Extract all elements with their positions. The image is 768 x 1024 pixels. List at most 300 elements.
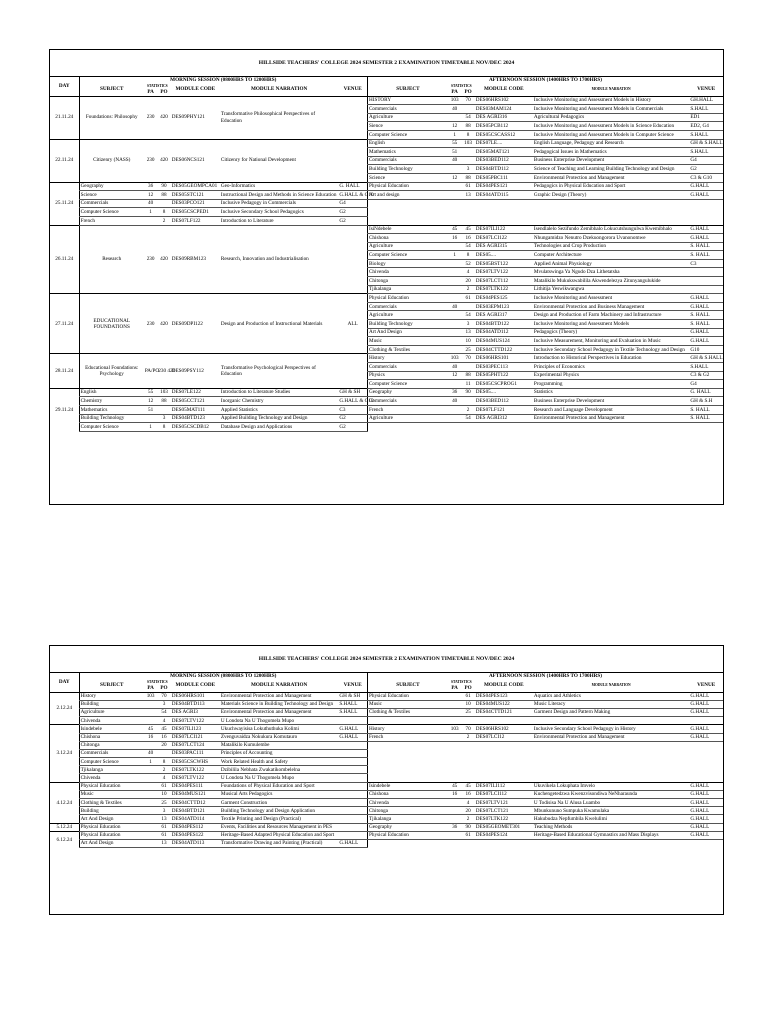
morning-pa [144, 414, 157, 423]
afternoon-module-code: DES AGRI317 [475, 311, 533, 320]
afternoon-module-narration: Environmental Protection and Business Management [533, 302, 689, 311]
afternoon-module-narration: Design and Production of Farm Machinery and Infrastructure [533, 311, 689, 320]
afternoon-venue: GH & S.HALL [690, 140, 723, 147]
morning-module-narration: Environmental Protection and Management [220, 708, 338, 716]
morning-pa: 1 [144, 208, 157, 217]
afternoon-module-narration: Business Enterprise Development [533, 156, 689, 165]
morning-module-narration: Introduction to Literature Studies [220, 388, 338, 397]
morning-module-narration: Matalikilo Kumulembe [220, 741, 338, 749]
morning-subject: Citizenry (NASS) [79, 139, 144, 182]
morning-subject: History [79, 692, 144, 700]
afternoon-subject: Agriculture [367, 414, 447, 423]
afternoon-subject: Geography [367, 388, 447, 397]
afternoon-module-code: DES07LTK122 [475, 815, 533, 823]
afternoon-venue: G.HALL [689, 823, 723, 831]
afternoon-venue: S.HALL [689, 105, 723, 114]
afternoon-po: 88 [461, 371, 474, 380]
morning-module-narration: U Londota Na U Thogomela Mupo [220, 774, 338, 782]
morning-subject: Physical Education [79, 782, 144, 790]
morning-subject: Agriculture [79, 708, 144, 716]
morning-pa: 230 [144, 225, 157, 294]
afternoon-po: 88 [461, 173, 474, 182]
morning-venue [338, 799, 367, 807]
morning-subject: Tjikalanga [79, 766, 144, 774]
table-row [50, 182, 723, 191]
afternoon-module-code: DES07LTK122 [475, 285, 533, 294]
morning-subject: Chivenda [79, 717, 144, 725]
morning-subject: Art And Design [79, 839, 144, 847]
morning-subject: Chivenda [79, 774, 144, 782]
afternoon-venue: S.HALL [689, 363, 723, 372]
afternoon-module-narration: Technologies and Crop Production [533, 242, 689, 251]
afternoon-pa: 40 [448, 302, 461, 311]
afternoon-module-narration: Agricultural Pedagogics [533, 113, 689, 122]
module-code-header: MODULE CODE [484, 682, 524, 689]
table-row [50, 216, 723, 225]
morning-po: 61 [157, 823, 170, 831]
afternoon-module-narration: Inclusive Secondary School Pedagogy in History [533, 725, 689, 733]
afternoon-venue: G2 [689, 165, 723, 174]
timetable-table [50, 77, 723, 432]
timetable-sheet-2 [49, 645, 724, 915]
afternoon-po: 103 [461, 139, 474, 148]
afternoon-pa: 40 [448, 397, 461, 406]
morning-session-header: MORNING SESSION (0800HRS TO 1200HRS) [79, 673, 367, 679]
morning-po: 2 [157, 766, 170, 774]
morning-subject: Geography [79, 182, 144, 191]
afternoon-venue: G.HALL [689, 302, 723, 311]
afternoon-venue: S. HALL [689, 320, 723, 329]
afternoon-pa: 16 [448, 234, 461, 243]
afternoon-po [461, 148, 474, 157]
morning-po: 88 [157, 191, 170, 200]
afternoon-pa [448, 320, 461, 329]
morning-venue [338, 225, 367, 294]
afternoon-subject: Tjikalanga [367, 285, 447, 294]
morning-venue: G. HALL [338, 182, 367, 191]
afternoon-pa [448, 165, 461, 174]
timetable-body [50, 692, 723, 848]
afternoon-venue: S. HALL [689, 414, 723, 423]
day-cell: 4.12.24 [50, 782, 79, 823]
empty-cell [367, 766, 723, 774]
afternoon-module-code: DES07ILI122 [475, 225, 533, 234]
afternoon-module-narration: Pedagogics (Theory) [533, 328, 689, 337]
afternoon-venue: G.HALL [689, 337, 723, 346]
afternoon-po: 52 [461, 259, 474, 268]
morning-po: 61 [157, 831, 170, 839]
morning-venue: G2 [338, 208, 367, 217]
day-cell: 3.12.24 [50, 725, 79, 782]
morning-module-narration: Transformative Psychological Perspectives of Education [220, 354, 338, 388]
afternoon-pa: 36 [448, 823, 461, 831]
subject-header: SUBJECT [367, 679, 447, 692]
module-code-header: MODULE CODE [175, 86, 216, 93]
morning-po: 10 [157, 790, 170, 798]
afternoon-po: 61 [461, 182, 474, 191]
table-row [50, 405, 723, 414]
morning-pa [144, 741, 157, 749]
afternoon-venue: S. HALL [689, 311, 723, 320]
afternoon-module-narration: Matalikilo Mukukswabilila Akwendelezya Zitunyangulukide [533, 277, 689, 286]
afternoon-module-code: DES05MAT121 [475, 148, 533, 157]
morning-module-code: DES04BTD113 [171, 700, 220, 708]
morning-module-code: DES04CTTD12 [171, 799, 220, 807]
afternoon-subject: Physical Education [367, 831, 447, 839]
morning-subject: Physical Education [79, 823, 144, 831]
afternoon-pa: 103 [448, 725, 461, 733]
afternoon-module-code: DES05PCB112 [475, 122, 533, 131]
afternoon-subject: Commercials [367, 302, 447, 311]
afternoon-module-code: DES04CTTD122 [475, 345, 533, 354]
afternoon-module-narration: Programming [533, 380, 689, 389]
morning-module-narration: Inorganic Chemistry [220, 397, 338, 406]
table-row [50, 782, 723, 790]
empty-cell [367, 216, 723, 225]
afternoon-module-code: DES04MUS124 [475, 337, 533, 346]
morning-subject: Foundations: Philosophy [79, 96, 144, 139]
afternoon-module-code: DES03MAM124 [475, 105, 533, 114]
afternoon-subject: Art And Design [367, 328, 447, 337]
morning-pa [144, 700, 157, 708]
morning-venue [338, 790, 367, 798]
afternoon-subject: Building Technology [367, 165, 447, 174]
afternoon-module-narration: Introduction to Historical Perspectives in Education [533, 354, 689, 363]
po-header: PO [157, 685, 170, 692]
table-row [50, 423, 723, 432]
morning-pa: 45 [144, 725, 157, 733]
afternoon-venue: C3 & G10 [689, 173, 723, 182]
morning-pa [144, 216, 157, 225]
morning-venue [338, 766, 367, 774]
afternoon-module-code: DES AGRI312 [475, 414, 533, 423]
afternoon-pa: 55 [448, 139, 461, 148]
morning-module-narration: Introduction to Literature [220, 216, 338, 225]
afternoon-module-code: DES05BST122 [475, 259, 533, 268]
afternoon-module-narration: Inclusive Monitoring and Assessment Models in Commercials [533, 105, 689, 114]
afternoon-module-narration: English Language, Pedagogy and Research [533, 139, 689, 148]
afternoon-module-narration: Nhungamidzo Nenutro Dzekuongorora Uvanonomwe [533, 234, 689, 243]
day-cell: 29.11.24 [50, 388, 79, 431]
morning-module-narration: Heritage-Based Adapted Physical Education and Sport [220, 831, 338, 839]
afternoon-venue: G10 [689, 345, 723, 354]
afternoon-po: 90 [461, 823, 474, 831]
afternoon-module-code: DES03EPM123 [475, 302, 533, 311]
morning-module-code: DES04ATD113 [171, 839, 220, 847]
timetable-table [50, 673, 723, 848]
morning-venue [338, 717, 367, 725]
morning-module-narration: Applied Building Technology and Design [220, 414, 338, 423]
afternoon-pa [448, 799, 461, 807]
afternoon-subject: Chitonga [367, 277, 447, 286]
morning-venue: G2 [338, 423, 367, 432]
table-row [50, 96, 723, 105]
afternoon-pa: 36 [448, 388, 461, 397]
morning-venue: G.HALL & G10 [339, 398, 374, 405]
afternoon-subject: Music [367, 337, 447, 346]
morning-module-code: DES04PES122 [171, 831, 220, 839]
morning-po: 13 [157, 839, 170, 847]
table-row [50, 807, 723, 815]
afternoon-module-narration: Principles of Economics [533, 363, 689, 372]
afternoon-pa: 12 [448, 371, 461, 380]
morning-pa: 12 [144, 397, 157, 406]
morning-venue [338, 774, 367, 782]
afternoon-po: 13 [461, 328, 474, 337]
table-row [50, 208, 723, 217]
afternoon-module-code: DES07LCI122 [475, 234, 533, 243]
afternoon-pa [448, 733, 461, 741]
afternoon-subject: Geography [367, 823, 447, 831]
table-row [50, 733, 723, 741]
afternoon-module-narration: Inclusive Monitoring and Assessment Models in History [533, 96, 689, 105]
morning-venue [338, 749, 367, 757]
morning-module-narration: Database Design and Applications [220, 423, 338, 432]
morning-module-narration: Zvenguvaidza Nokukura Komutauro [220, 733, 338, 741]
morning-pa [144, 708, 157, 716]
afternoon-subject: Computer Science [367, 380, 447, 389]
morning-po: 2 [157, 216, 170, 225]
afternoon-module-narration: Heritage-Based Educational Gymnastics and Mass Displays [533, 831, 689, 839]
afternoon-subject: Agriculture [367, 242, 447, 251]
table-row [50, 839, 723, 847]
afternoon-po: 11 [461, 380, 474, 389]
afternoon-venue: G.HALL [689, 182, 723, 191]
afternoon-module-code: DES AGRI315 [475, 242, 533, 251]
day-header: DAY [58, 679, 70, 686]
morning-module-code: DES07ILI123 [171, 725, 220, 733]
table-row [50, 774, 723, 782]
table-row [50, 766, 723, 774]
morning-venue [338, 354, 367, 388]
morning-module-code: DES05GEOMPCA01 [171, 182, 220, 191]
morning-venue [338, 741, 367, 749]
morning-module-code: DES04ATD114 [171, 815, 220, 823]
afternoon-pa: 103 [448, 354, 461, 363]
morning-po: 61 [157, 782, 170, 790]
afternoon-module-narration: Music Literacy [533, 700, 689, 708]
morning-venue: G.HALL [338, 725, 367, 733]
morning-pa: 40 [144, 749, 157, 757]
afternoon-po: 54 [461, 414, 474, 423]
morning-po: 16 [157, 733, 170, 741]
subject-header: SUBJECT [79, 679, 144, 692]
timetable-sheet-1 [49, 49, 724, 505]
morning-module-code: DES05CSCWHS [171, 758, 220, 766]
afternoon-subject: HISTORY [367, 96, 447, 105]
morning-po: 4 [157, 774, 170, 782]
morning-po: 4 [157, 717, 170, 725]
afternoon-subject: Commercials [367, 156, 447, 165]
morning-subject: Computer Science [79, 423, 144, 432]
afternoon-module-code: DES04PES124 [475, 831, 533, 839]
afternoon-module-code: DES05.... [475, 388, 533, 397]
afternoon-pa: 40 [448, 105, 461, 114]
afternoon-module-narration: Graphic Design (Theory) [533, 191, 689, 200]
morning-module-code: DES07LCT124 [171, 741, 220, 749]
morning-module-narration: Events, Facilities and Resources Management in PES [220, 823, 338, 831]
afternoon-module-code: DES06HRS102 [475, 725, 533, 733]
morning-po: 90 [157, 182, 170, 191]
morning-module-code: DES06HRS101 [171, 692, 220, 700]
afternoon-module-code: DES07LCT112 [475, 277, 533, 286]
afternoon-module-narration: Computer Architecture [533, 251, 689, 260]
morning-module-narration: Applied Statistics [220, 405, 338, 414]
table-row [50, 749, 723, 757]
afternoon-po: 20 [461, 807, 474, 815]
afternoon-venue: G.HALL [689, 782, 723, 790]
afternoon-po: 8 [461, 130, 474, 139]
morning-venue: ALL [338, 294, 367, 354]
day-cell: 25.11.24 [50, 182, 79, 225]
morning-module-narration: Garment Construction [220, 799, 338, 807]
afternoon-venue: G.HALL [689, 692, 723, 700]
afternoon-pa: 40 [448, 363, 461, 372]
morning-venue: GH & SH [338, 388, 367, 397]
morning-module-code: DES07LE122 [171, 388, 220, 397]
afternoon-po: 2 [461, 285, 474, 294]
morning-po: 420 [157, 225, 170, 294]
morning-module-code: DES04MUS121 [171, 790, 220, 798]
morning-module-narration: Design and Production of Instructional Materials [220, 294, 338, 354]
afternoon-module-narration: Science of Teaching and Learning Building Technology and Design [533, 165, 689, 174]
afternoon-module-code: DES07LE.... [475, 139, 533, 148]
afternoon-venue: ED1 [689, 113, 723, 122]
morning-subject: Research [79, 225, 144, 294]
morning-venue: G4 [338, 199, 367, 208]
afternoon-module-code: DES05GEOMET301 [475, 823, 533, 831]
table-row [50, 717, 723, 725]
morning-subject: Art And Design [79, 815, 144, 823]
afternoon-module-code: DES04BTD112 [475, 165, 533, 174]
afternoon-pa [448, 113, 461, 122]
empty-cell [367, 741, 723, 749]
afternoon-venue: GH.HALL [689, 96, 723, 105]
afternoon-module-narration: Environmental Protection and Management [533, 733, 689, 741]
table-row [50, 191, 723, 200]
afternoon-venue: G.HALL [689, 815, 723, 823]
morning-venue: G.HALL [338, 733, 367, 741]
morning-module-narration: Textile Printing and Design (Practical) [220, 815, 338, 823]
afternoon-session-header: AFTERNOON SESSION (1400HRS TO 1700HRS) [367, 77, 723, 83]
timetable-title: HILLSIDE TEACHERS' COLLEGE 2024 SEMESTER 2 EXAMINATION TIMETABLE NOV/DEC 2024 [50, 646, 723, 673]
day-cell: 28.11.24 [50, 354, 79, 388]
afternoon-module-code: DES AGRI316 [475, 113, 533, 122]
afternoon-pa: 51 [448, 148, 461, 157]
afternoon-module-narration: Mbunkununo Sumpuka Kwamulaka [533, 807, 689, 815]
afternoon-po: 3 [461, 320, 474, 329]
afternoon-subject: Agriculture [367, 311, 447, 320]
afternoon-po: 54 [461, 113, 474, 122]
afternoon-module-code: DES04PES121 [475, 182, 533, 191]
timetable-body [50, 96, 723, 431]
morning-po: 420 [157, 294, 170, 354]
afternoon-module-narration: Hakubudza Nepfumbila Kwelulimi [533, 815, 689, 823]
afternoon-subject: Chivenda [367, 268, 447, 277]
morning-module-narration: Inclusive Secondary School Pedagogics [220, 208, 338, 217]
morning-po: 230 420 [157, 354, 170, 388]
afternoon-venue [689, 268, 723, 277]
morning-module-narration: Principles of Accounting [220, 749, 338, 757]
afternoon-venue [689, 285, 723, 294]
afternoon-po: 2 [461, 815, 474, 823]
afternoon-module-code: DES03BED112 [475, 397, 533, 406]
afternoon-pa [448, 182, 461, 191]
table-row [50, 831, 723, 839]
morning-module-code: DES07LCI121 [171, 733, 220, 741]
table-row [50, 692, 723, 700]
afternoon-module-narration: Lithitija Yeswikwangwa [533, 285, 689, 294]
morning-subject: EDUCATIONAL FOUNDATIONS [79, 294, 144, 354]
afternoon-subject: Biology [367, 259, 447, 268]
morning-pa: 230 [144, 139, 157, 182]
table-row [50, 815, 723, 823]
afternoon-module-narration: Kuchengetedzwa Kwenzvisondiwa NeNharaunda [533, 790, 689, 798]
morning-subject: Educational Foundations: Psychology [79, 354, 144, 388]
morning-po: 54 [157, 708, 170, 716]
pa-header: PA [448, 89, 461, 96]
morning-venue [338, 815, 367, 823]
po-header: PO [461, 89, 474, 96]
afternoon-subject: Chishona [367, 234, 447, 243]
afternoon-venue [689, 277, 723, 286]
morning-venue: S.HALL [338, 700, 367, 708]
morning-subject: Commercials [79, 199, 144, 208]
afternoon-po [461, 156, 474, 165]
afternoon-module-narration: Teaching Methods [533, 823, 689, 831]
afternoon-po: 10 [461, 700, 474, 708]
afternoon-subject: Building Technology [367, 320, 447, 329]
pa-header: PA [144, 89, 157, 96]
afternoon-po: 45 [461, 225, 474, 234]
afternoon-venue: G.HALL [689, 725, 723, 733]
venue-header: VENUE [343, 86, 362, 93]
morning-po: 3 [157, 414, 170, 423]
morning-pa: 230 [144, 294, 157, 354]
afternoon-po: 61 [461, 294, 474, 303]
morning-pa: 1 [144, 423, 157, 432]
morning-pa: PA/PO [144, 354, 157, 388]
morning-po [157, 199, 170, 208]
afternoon-pa [448, 831, 461, 839]
afternoon-module-narration: Pedagogical Issues in Mathematics [533, 148, 689, 157]
morning-module-narration: Inclusive Pedagogy in Commercials [220, 199, 338, 208]
morning-venue: G.HALL [338, 839, 367, 847]
afternoon-pa: 1 [448, 251, 461, 260]
morning-module-narration: Ukuchwayisisa Lokuthuthuka Kolimi [220, 725, 338, 733]
table-row [50, 139, 723, 148]
afternoon-subject: Chivenda [367, 799, 447, 807]
afternoon-module-narration: Inclusive Measurement, Monitoring and Evaluation in Music [533, 337, 689, 346]
venue-header: VENUE [697, 86, 716, 93]
day-cell: 27.11.24 [50, 294, 79, 354]
afternoon-subject: Music [367, 700, 447, 708]
morning-module-code: DES AGRI3 [171, 708, 220, 716]
afternoon-pa [448, 345, 461, 354]
timetable-title: HILLSIDE TEACHERS' COLLEGE 2024 SEMESTER 2 EXAMINATION TIMETABLE NOV/DEC 2024 [50, 50, 723, 77]
module-code-header: MODULE CODE [484, 86, 524, 93]
afternoon-subject: Mathematics [367, 148, 447, 157]
morning-po: 13 [157, 815, 170, 823]
morning-po: 25 [157, 799, 170, 807]
morning-subject: Mathematics [79, 405, 144, 414]
afternoon-subject: Commercials [367, 397, 447, 406]
afternoon-po: 16 [461, 234, 474, 243]
morning-subject: Commercials [79, 749, 144, 757]
afternoon-pa: 12 [448, 173, 461, 182]
afternoon-module-code: DES03BED112 [475, 156, 533, 165]
table-row [50, 708, 723, 716]
